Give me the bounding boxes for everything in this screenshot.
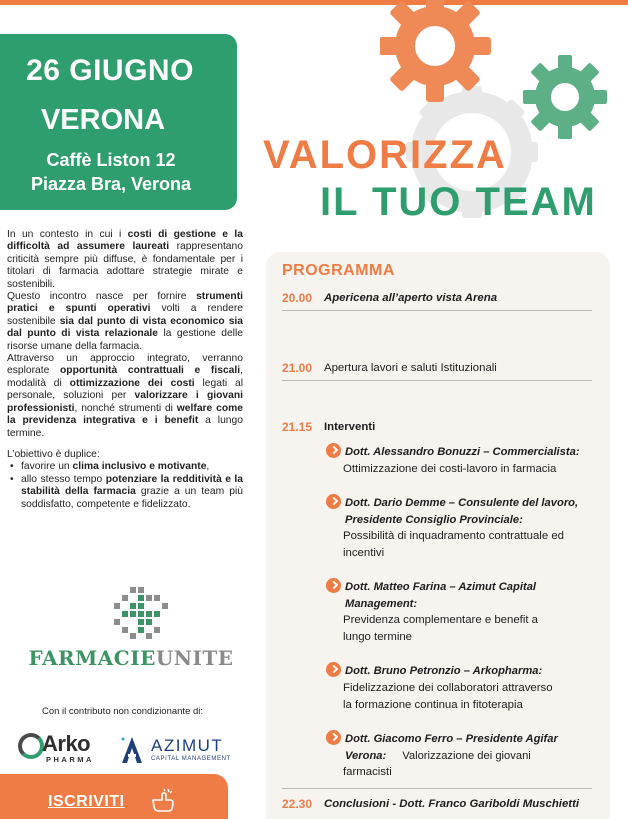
speaker-topic xyxy=(343,461,601,478)
speaker-name-fragment: Verona: xyxy=(345,750,387,762)
venue-line: Caffè Liston 12 xyxy=(46,150,176,170)
list-item: • favorire un clima inclusivo e motivante, xyxy=(7,461,243,473)
chevron-right-icon xyxy=(326,494,341,509)
speaker-name-line: Dott. Bruno Petronzio – Arkopharma: xyxy=(345,665,543,677)
program-time: 21.15 xyxy=(282,420,313,434)
venue-line: Piazza Bra, Verona xyxy=(30,174,192,194)
headline-line2: IL TUO TEAM xyxy=(320,180,597,224)
speaker-name-line xyxy=(345,748,597,765)
program-separator xyxy=(282,380,592,381)
speaker-topic-line: farmacisti xyxy=(343,766,392,778)
arko-ring-icon xyxy=(18,733,44,759)
speaker-name-line: Management: xyxy=(345,598,418,610)
pointing-hand-icon xyxy=(149,788,175,812)
speaker-item xyxy=(326,730,596,782)
program-entry: Interventi xyxy=(324,421,376,433)
azimut-a-icon xyxy=(120,735,144,765)
program-time: 20.00 xyxy=(282,291,313,305)
arko-name: Arko xyxy=(42,731,91,756)
speaker-name xyxy=(345,579,597,613)
speaker-topic-line: Possibilità di inquadramento contrattuale ed xyxy=(343,530,564,542)
program-entry: Conclusioni - Dott. Franco Gariboldi Muschietti xyxy=(324,798,580,810)
farmacie-unite-logo xyxy=(22,582,237,672)
speaker-topic-line: incentivi xyxy=(343,547,385,559)
program-entry: Apericena all’aperto vista Arena xyxy=(324,292,498,304)
speaker-topic-line: Ottimizzazione dei costi-lavoro in farmacia xyxy=(343,463,557,475)
program-separator xyxy=(282,788,592,789)
headline-line1: VALORIZZA xyxy=(263,133,507,177)
wordmark-farmacie: FARMACIE xyxy=(28,646,156,670)
event-date: 26 GIUGNO xyxy=(26,54,194,87)
speaker-name-line: Dott. Alessandro Bonuzzi – Commercialista: xyxy=(345,446,580,458)
farmacie-unite-wordmark xyxy=(26,646,236,670)
azimut-name: AZIMUT xyxy=(151,736,224,755)
event-info-card xyxy=(0,34,237,210)
speaker-topic-inline: Valorizzazione dei giovani xyxy=(402,750,531,762)
event-city: VERONA xyxy=(40,104,166,136)
chevron-right-icon xyxy=(326,443,341,458)
wordmark-unite: UNITE xyxy=(155,646,234,670)
speaker-item xyxy=(326,443,596,479)
azimut-logo xyxy=(118,735,240,767)
speaker-topic-line: Fidelizzazione dei collaboratori attraverso xyxy=(343,682,553,694)
speaker-topic xyxy=(343,764,601,781)
iscriviti-button[interactable] xyxy=(0,774,228,819)
intro-paragraph: In un contesto in cui i costi di gestione e la difficoltà ad assumere laureati rappresentano criticità sempre più diffuse, è fondamentale per i titolari di farmacia adottare strategie mirate e sostenibili. xyxy=(7,229,243,290)
speaker-name xyxy=(345,731,597,765)
speaker-name xyxy=(345,663,597,680)
programma-title: PROGRAMMA xyxy=(282,262,395,279)
speaker-name-line: Presidente Consiglio Provinciale: xyxy=(345,514,523,526)
speaker-topic xyxy=(343,680,601,714)
speaker-item xyxy=(326,494,596,562)
pharmacy-cross-icon xyxy=(108,585,174,641)
speaker-topic-line: lungo termine xyxy=(343,631,413,643)
intro-paragraph: Questo incontro nasce per fornire strumenti pratici e spunti operativi volti a rendere sostenibile sia dal punto di vista economico sia dal punto di vista relazionale la gestione delle risorse umane della farmacia. xyxy=(7,291,244,352)
speaker-name xyxy=(345,444,597,461)
chevron-right-icon xyxy=(326,578,341,593)
chevron-right-icon xyxy=(326,730,341,745)
list-item: • allo stesso tempo potenziare la redditività e la stabilità della farmacia grazie a un team più soddisfatto, competente e fidelizzato. xyxy=(7,474,243,511)
objectives-list xyxy=(7,461,243,511)
intro-text xyxy=(7,229,243,511)
speaker-topic-line: la formazione continua in fitoterapia xyxy=(343,699,523,711)
iscriviti-label[interactable]: ISCRIVITI xyxy=(48,793,125,810)
event-venue xyxy=(0,148,222,196)
speaker-topic xyxy=(343,612,601,646)
arko-sub: PHARMA xyxy=(46,755,94,764)
speaker-name-line: Dott. Matteo Farina – Azimut Capital xyxy=(345,581,537,593)
sponsor-note: Con il contributo non condizionante di: xyxy=(41,706,204,717)
speaker-name xyxy=(345,495,597,529)
speaker-item xyxy=(326,662,596,714)
program-entry: Apertura lavori e saluti Istituzionali xyxy=(324,362,497,374)
azimut-sub: CAPITAL MANAGEMENT xyxy=(151,756,231,762)
speaker-name-line: Dott. Dario Demme – Consulente del lavoro, xyxy=(345,497,579,509)
program-time: 22.30 xyxy=(282,797,313,811)
intro-paragraph: L’obiettivo è duplice: xyxy=(7,448,100,460)
chevron-right-icon xyxy=(326,662,341,677)
program-separator xyxy=(282,310,592,311)
speaker-name-line: Dott. Giacomo Ferro – Presidente Agifar xyxy=(345,733,558,745)
arkopharma-logo xyxy=(18,731,100,765)
speaker-topic xyxy=(343,528,601,562)
intro-paragraph: Attraverso un approccio integrato, verranno esplorate opportunità contrattuali e fiscali, modalità di ottimizzazione dei costi legati al personale, soluzioni per valorizzare i giovani professionisti, nonché strumenti di welfare come la previdenza integrativa e i benefit a lungo termine. xyxy=(7,353,244,439)
green-gear-icon xyxy=(523,55,607,139)
speaker-topic-line: Previdenza complementare e benefit a xyxy=(343,614,539,626)
speaker-item xyxy=(326,578,596,646)
program-time: 21.00 xyxy=(282,361,313,375)
